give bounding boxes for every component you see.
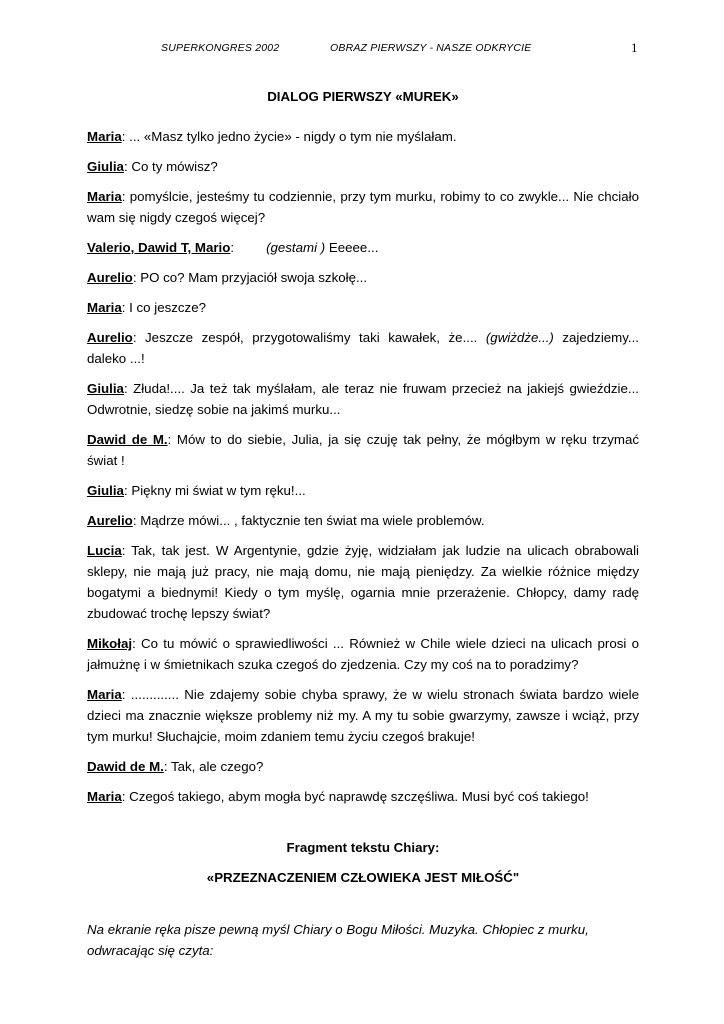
speaker-name: Giulia (87, 159, 124, 174)
speaker-name: Lucia (87, 543, 122, 558)
dialogue-line (87, 786, 639, 807)
page-number: 1 (631, 40, 638, 55)
dialogue-line (87, 327, 639, 369)
speaker-name: Aurelio (87, 270, 133, 285)
line-text: : Co ty mówisz? (123, 159, 218, 174)
dialogue-line (87, 378, 639, 420)
dialogue-line (87, 267, 639, 288)
line-text: : Piękny mi świat w tym ręku!... (123, 483, 306, 498)
dialogue-title: DIALOG PIERWSZY «MUREK» (267, 89, 459, 104)
line-text: : Co tu mówić o sprawiedliwości ... Również w Chile wiele dzieci na ulicach prosi o jałmużnę i w śmietnikach szuka czegoś do zjedzenia. Czy my coś na to poradzimy? (87, 636, 639, 672)
section-heading: «PRZEZNACZENIEM CZŁOWIEKA JEST MIŁOŚĆ" (206, 870, 520, 885)
dialogue-line (87, 156, 639, 177)
line-text: zajedziemy... daleko ...! (87, 330, 639, 366)
document-body (87, 86, 639, 961)
speaker-name: Maria (87, 129, 122, 144)
speaker-name: Aurelio (87, 513, 133, 528)
speaker-name: Maria (87, 687, 122, 702)
line-text: : ............. Nie zdajemy sobie chyba sprawy, że w wielu stronach świata bardzo wiele dzieci ma znacznie większe problemy niż my. A my tu sobie gwarzymy, zawsze i wciąż, przy tym murku! Słuchajcie, moim zdaniem temu życiu czegoś brakuje! (87, 687, 639, 744)
line-text: : Jeszcze zespół, przygotowaliśmy taki kawałek, że.... (132, 330, 486, 345)
stage-narration: Na ekranie ręka pisze pewną myśl Chiary o Bogu Miłości. Muzyka. Chłopiec z murku, odwracając się czyta: (87, 922, 589, 958)
dialogue-line (87, 633, 639, 675)
line-text: Eeeee... (325, 240, 379, 255)
dialogue-line (87, 756, 639, 777)
dialogue-line (87, 297, 639, 318)
speaker-name: Maria (87, 189, 122, 204)
line-text: : Złuda!.... Ja też tak myślałam, ale teraz nie fruwam przecież na jakiejś gwieździe... Odwrotnie, siedzę sobie na jakimś murku... (87, 381, 639, 417)
speaker-name: Maria (87, 300, 122, 315)
line-text: : I co jeszcze? (121, 300, 206, 315)
speaker-name: Maria (87, 789, 122, 804)
stage-direction: (gestami ) (266, 240, 326, 255)
line-text: : Mów to do siebie, Julia, ja się czuję tak pełny, że mógłbym w ręku trzymać świat ! (87, 432, 639, 468)
line-text: : Czegoś takiego, abym mogła być naprawdę szczęśliwa. Musi być coś takiego! (121, 789, 589, 804)
header-center: OBRAZ PIERWSZY - NASZE ODKRYCIE (330, 42, 532, 54)
stage-direction: (gwiżdże...) (485, 330, 554, 345)
dialogue-line (87, 126, 639, 147)
section-subtitle: Fragment tekstu Chiary: (286, 840, 440, 855)
dialogue-line (87, 684, 639, 747)
speaker-name: Giulia (87, 381, 124, 396)
dialogue-line (87, 429, 639, 471)
dialogue-line (87, 480, 639, 501)
line-text: : Tak, tak jest. W Argentynie, gdzie żyję, widziałam jak ludzie na ulicach obrabowali sklepy, nie mają już pracy, nie mają domu, nie mają pieniędzy. Za wielkie różnice między bogatymi a biednymi! Kiedy o tym myślę, ogarnia mnie przerażenie. Chłopcy, damy radę zbudować trochę lepszy świat? (87, 543, 639, 621)
line-text: : Tak, ale czego? (163, 759, 264, 774)
speaker-name: Mikołaj (87, 636, 133, 651)
speaker-name: Dawid de M. (87, 432, 168, 447)
line-text: : ... «Masz tylko jedno życie» - nigdy o tym nie myślałam. (121, 129, 457, 144)
header-left: SUPERKONGRES 2002 (161, 42, 280, 54)
line-text: : PO co? Mam przyjaciół swoja szkołę... (132, 270, 368, 285)
speaker-name: Giulia (87, 483, 124, 498)
speaker-name: Dawid de M. (87, 759, 164, 774)
dialogue-line (87, 186, 639, 228)
line-text: : (230, 240, 235, 255)
dialogue-line (87, 540, 639, 624)
speaker-name: Aurelio (87, 330, 133, 345)
dialogue-line (87, 237, 639, 258)
dialogue-line (87, 510, 639, 531)
speaker-name: Valerio, Dawid T, Mario (87, 240, 231, 255)
line-text: : Mądrze mówi... , faktycznie ten świat ma wiele problemów. (132, 513, 485, 528)
line-text: : pomyślcie, jesteśmy tu codziennie, przy tym murku, robimy to co zwykle... Nie chciało wam się nigdy czegoś więcej? (87, 189, 639, 225)
